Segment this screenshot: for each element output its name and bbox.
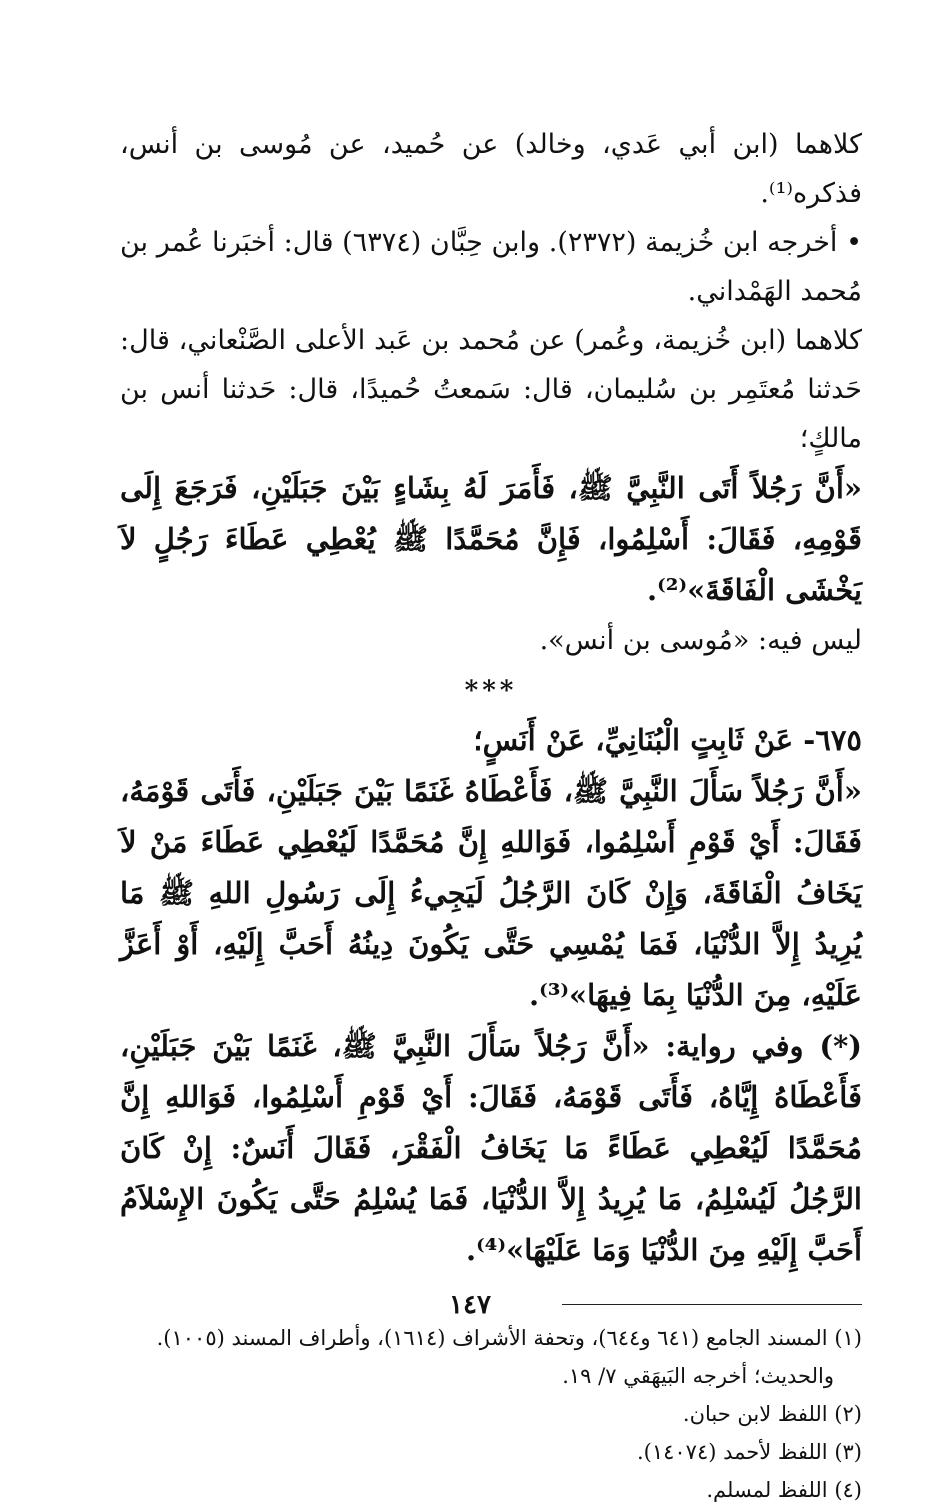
page-body [120, 120, 862, 1502]
paragraph-narrators: كلاهما (ابن أبي عَدي، وخالد) عن حُميد، عن مُوسى بن أنس، فذكره⁽¹⁾. [120, 129, 862, 209]
footnotes [120, 1319, 862, 1509]
hadith-variant-narration: (*) وفي رواية: «أَنَّ رَجُلاً سَأَلَ النَّبِيَّ ﷺ، غَنَمًا بَيْنَ جَبَلَيْنِ، فَأَعْطَاهُ إِيَّاهُ، فَأَتَى قَوْمَهُ، فَقَالَ: أَيْ قَوْمِ أَسْلِمُوا، فَوَاللهِ إِنَّ مُحَمَّدًا لَيُعْطِي عَطَاءً مَا يَخَافُ الْفَقْرَ، فَقَالَ أَنَسٌ: إِنْ كَانَ الرَّجُلُ لَيُسْلِمُ، مَا يُرِيدُ إِلاَّ الدُّنْيَا، فَمَا يُسْلِمُ حَتَّى يَكُونَ الإِسْلاَمُ أَحَبَّ إِلَيْهِ مِنَ الدُّنْيَا وَمَا عَلَيْهَا»⁽⁴⁾. [120, 1029, 862, 1267]
footnote-1: (١) المسند الجامع (٦٤١ و٦٤٤)، وتحفة الأشراف (١٦١٤)، وأطراف المسند (١٠٠٥). [156, 1326, 862, 1350]
page-number: ١٤٧ [449, 1290, 491, 1320]
section-separator: *** [464, 676, 518, 706]
paragraph-takhrij: • أخرجه ابن خُزيمة (٢٣٧٢). وابن حِبَّان (٦٣٧٤) قال: أخبَرنا عُمر بن مُحمد الهَمْداني. [120, 227, 862, 307]
hadith-text-1: «أَنَّ رَجُلاً أَتَى النَّبِيَّ ﷺ، فَأَمَرَ لَهُ بِشَاءٍ بَيْنَ جَبَلَيْنِ، فَرَجَعَ إِلَى قَوْمِهِ، فَقَالَ: أَسْلِمُوا، فَإِنَّ مُحَمَّدًا ﷺ يُعْطِي عَطَاءَ رَجُلٍ لاَ يَخْشَى الْفَاقَةَ»⁽²⁾. [120, 471, 862, 607]
paragraph-note: ليس فيه: «مُوسى بن أنس». [539, 625, 862, 656]
footnote-1-continuation: والحديث؛ أخرجه البَيهَقي ٧/ ١٩. [562, 1364, 834, 1388]
footnote-3: (٣) اللفظ لأحمد (١٤٠٧٤). [636, 1440, 862, 1464]
paragraph-isnad: كلاهما (ابن خُزيمة، وعُمر) عن مُحمد بن عَبد الأعلى الصَّنْعاني، قال: حَدثنا مُعتَمِر بن سُليمان، قال: سَمعتُ حُميدًا، قال: حَدثنا أنس بن مالكٍ؛ [120, 325, 862, 454]
footnote-2: (٢) اللفظ لابن حبان. [682, 1402, 862, 1426]
hadith-number-heading: ٦٧٥- عَنْ ثَابِتٍ الْبُنَانِيِّ، عَنْ أَنَسٍ؛ [473, 723, 862, 757]
hadith-text-675: «أَنَّ رَجُلاً سَأَلَ النَّبِيَّ ﷺ، فَأَعْطَاهُ غَنَمًا بَيْنَ جَبَلَيْنِ، فَأَتَى قَوْمَهُ، فَقَالَ: أَيْ قَوْمِ أَسْلِمُوا، فَوَاللهِ إِنَّ مُحَمَّدًا لَيُعْطِي عَطَاءَ مَنْ لاَ يَخَافُ الْفَاقَةَ، وَإِنْ كَانَ الرَّجُلُ لَيَجِيءُ إِلَى رَسُولِ اللهِ ﷺ مَا يُرِيدُ إِلاَّ الدُّنْيَا، فَمَا يُمْسِي حَتَّى يَكُونَ دِينُهُ أَحَبَّ إِلَيْهِ، أَوْ أَعَزَّ عَلَيْهِ، مِنَ الدُّنْيَا بِمَا فِيهَا»⁽³⁾. [120, 774, 862, 1012]
footnote-4: (٤) اللفظ لمسلم. [706, 1478, 862, 1502]
